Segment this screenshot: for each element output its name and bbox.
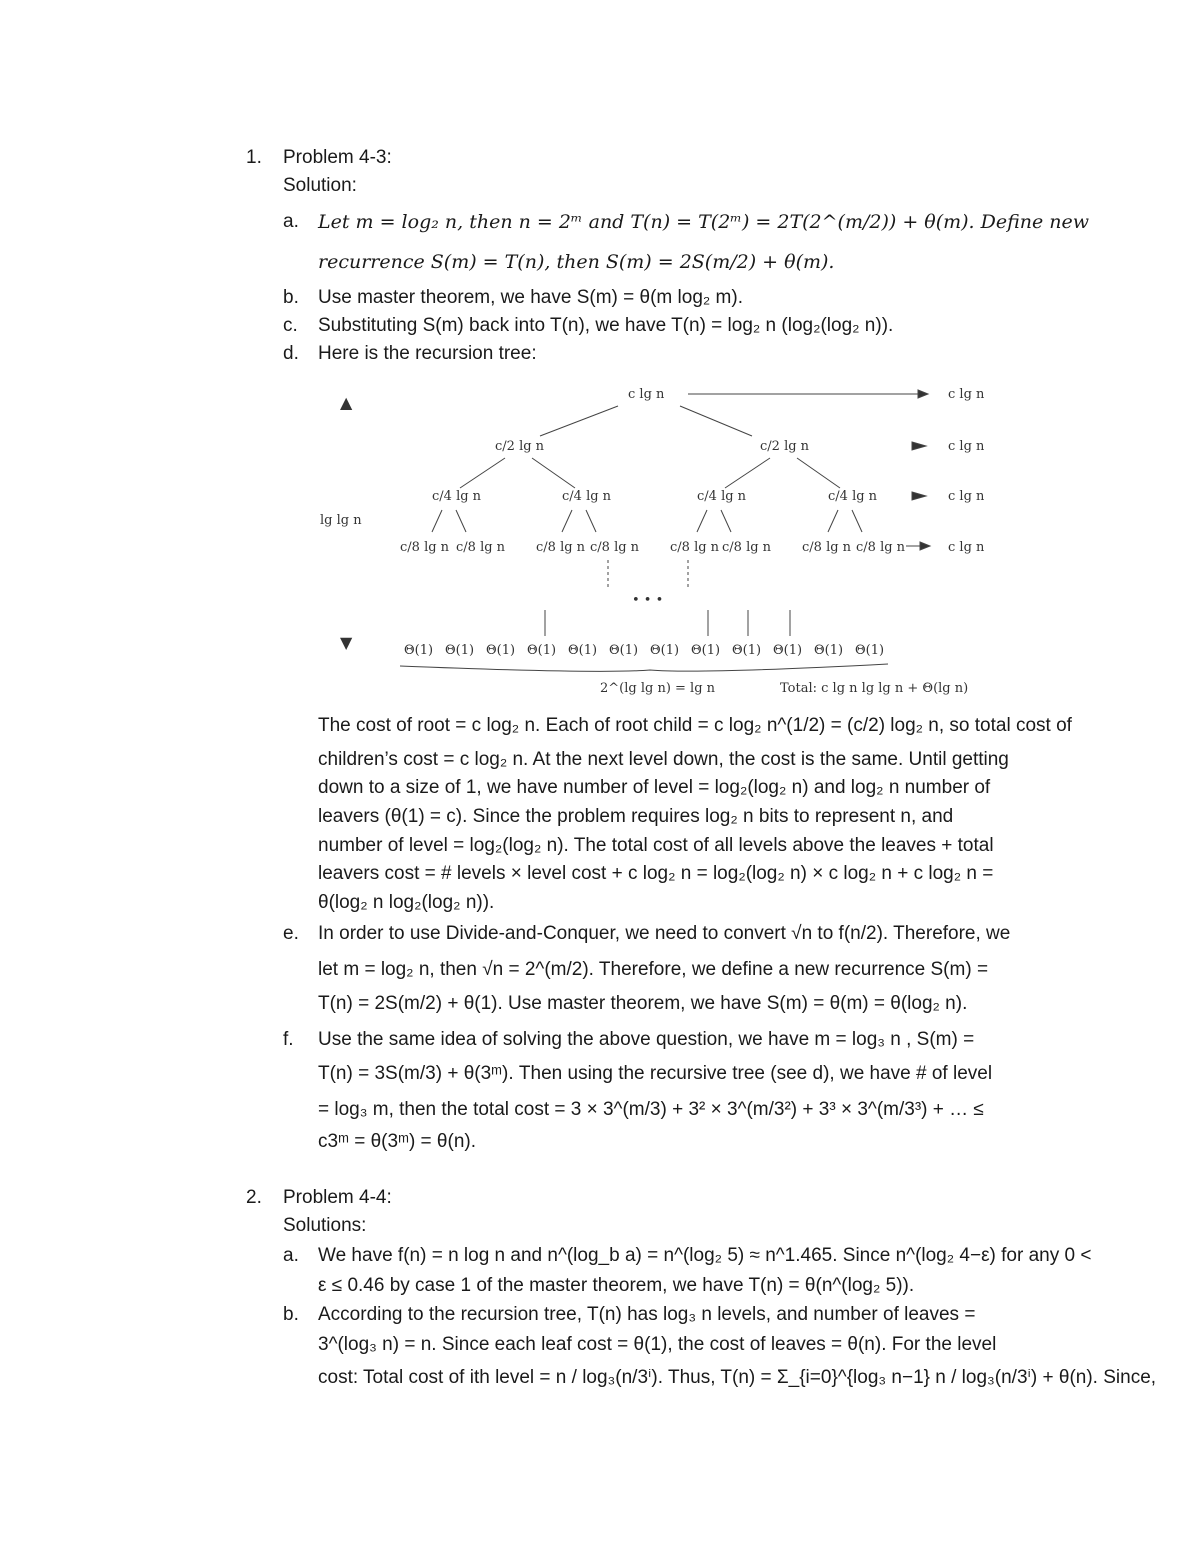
tree-leaf: Θ(1) bbox=[486, 643, 516, 658]
item-line: leavers cost = # levels × level cost + c log₂ n = log₂(log₂ n) × c log₂ n + c log₂ n = bbox=[318, 863, 994, 884]
item-line: recurrence S(m) = T(n), then S(m) = 2S(m/2) + θ(m). bbox=[318, 251, 835, 273]
item-line: We have f(n) = n log n and n^(log_b a) = n^(log₂ 5) ≈ n^1.465. Since n^(log₂ 4−ε) for any 0 < bbox=[318, 1245, 1092, 1266]
tree-leaf: Θ(1) bbox=[650, 643, 680, 658]
tree-node-l3: c/8 lg n bbox=[802, 540, 852, 555]
problem-title: Problem 4-3: bbox=[283, 147, 392, 168]
tree-edge bbox=[456, 510, 466, 532]
item-line: T(n) = 2S(m/2) + θ(1). Use master theorem, we have S(m) = θ(m) = θ(log₂ n). bbox=[318, 993, 968, 1014]
height-arrow-down: ▼ bbox=[340, 633, 353, 652]
item-line: In order to use Divide-and-Conquer, we need to convert √n to f(n/2). Therefore, we bbox=[318, 923, 1011, 944]
tree-leaf: Θ(1) bbox=[404, 643, 434, 658]
tree-leaf: Θ(1) bbox=[773, 643, 803, 658]
item-line: = log₃ m, then the total cost = 3 × 3^(m/3) + 3² × 3^(m/3²) + 3³ × 3^(m/3³) + … ≤ bbox=[318, 1099, 984, 1120]
item-line: cost: Total cost of ith level = n / log₃(n/3ⁱ). Thus, T(n) = Σ_{i=0}^{log₃ n−1} n / log₃(n/3ⁱ) + θ(n). Since, bbox=[318, 1367, 1157, 1388]
tree-edge bbox=[852, 510, 862, 532]
item-label: d. bbox=[283, 343, 299, 364]
item-line: Use master theorem, we have S(m) = θ(m log₂ m). bbox=[318, 287, 743, 308]
tree-leaf: Θ(1) bbox=[814, 643, 844, 658]
tree-edge bbox=[532, 458, 575, 488]
tree-leaf: Θ(1) bbox=[732, 643, 762, 658]
tree-leaf: Θ(1) bbox=[527, 643, 557, 658]
height-label: lg lg n bbox=[320, 513, 362, 528]
solution-label: Solution: bbox=[283, 175, 357, 196]
item-line: c3ᵐ = θ(3ᵐ) = θ(n). bbox=[318, 1131, 476, 1152]
item-line: T(n) = 3S(m/3) + θ(3ᵐ). Then using the recursive tree (see d), we have # of level bbox=[318, 1063, 993, 1084]
arrowhead bbox=[912, 442, 926, 450]
tree-node-l1: c/2 lg n bbox=[495, 439, 545, 454]
tree-node-l3: c/8 lg n bbox=[590, 540, 640, 555]
item-line: According to the recursion tree, T(n) has log₃ n levels, and number of leaves = bbox=[318, 1304, 976, 1325]
height-arrow-up: ▲ bbox=[340, 393, 353, 412]
tree-node-l3: c/8 lg n bbox=[670, 540, 720, 555]
tree-node-l3: c/8 lg n bbox=[722, 540, 772, 555]
item-line: number of level = log₂(log₂ n). The total cost of all levels above the leaves + total bbox=[318, 835, 994, 856]
tree-edge bbox=[725, 458, 770, 488]
tree-leaf: Θ(1) bbox=[609, 643, 639, 658]
tree-edge bbox=[460, 458, 505, 488]
item-line: ε ≤ 0.46 by case 1 of the master theorem, we have T(n) = θ(n^(log₂ 5)). bbox=[318, 1275, 915, 1296]
tree-leaf: Θ(1) bbox=[445, 643, 475, 658]
item-line: θ(log₂ n log₂(log₂ n)). bbox=[318, 892, 495, 913]
tree-edge bbox=[540, 406, 618, 436]
arrowhead bbox=[918, 390, 928, 398]
tree-node-l3: c/8 lg n bbox=[400, 540, 450, 555]
level-cost: c lg n bbox=[948, 489, 985, 504]
item-line: Substituting S(m) back into T(n), we have T(n) = log₂ n (log₂(log₂ n)). bbox=[318, 315, 894, 336]
tree-leaf: Θ(1) bbox=[568, 643, 598, 658]
tree-edge bbox=[697, 510, 707, 532]
item-label: e. bbox=[283, 923, 299, 944]
tree-edge bbox=[562, 510, 572, 532]
item-line: The cost of root = c log₂ n. Each of root child = c log₂ n^(1/2) = (c/2) log₂ n, so total cost of bbox=[318, 715, 1072, 736]
tree-ellipsis: • • • bbox=[632, 593, 664, 608]
tree-node-l2: c/4 lg n bbox=[562, 489, 612, 504]
tree-node-l2: c/4 lg n bbox=[828, 489, 878, 504]
tree-leaf: Θ(1) bbox=[855, 643, 885, 658]
tree-edge bbox=[680, 406, 752, 436]
level-cost: c lg n bbox=[948, 540, 985, 555]
item-label: b. bbox=[283, 287, 299, 308]
recursion-tree-figure bbox=[300, 378, 1020, 708]
item-line: leavers (θ(1) = c). Since the problem requires log₂ n bits to represent n, and bbox=[318, 806, 954, 827]
tree-edge bbox=[797, 458, 840, 488]
problem-title: Problem 4-4: bbox=[283, 1187, 392, 1208]
item-line: Here is the recursion tree: bbox=[318, 343, 537, 364]
tree-edge bbox=[586, 510, 596, 532]
leaf-brace bbox=[400, 664, 888, 671]
level-cost: c lg n bbox=[948, 439, 985, 454]
item-line: down to a size of 1, we have number of level = log₂(log₂ n) and log₂ n number of bbox=[318, 777, 991, 798]
arrowhead bbox=[912, 492, 926, 500]
arrowhead bbox=[920, 542, 930, 550]
level-cost: c lg n bbox=[948, 387, 985, 402]
item-line: Use the same idea of solving the above question, we have m = log₃ n , S(m) = bbox=[318, 1029, 975, 1050]
item-label: f. bbox=[283, 1029, 294, 1050]
problem-number: 2. bbox=[246, 1187, 262, 1208]
leaf-count: 2^(lg lg n) = lg n bbox=[600, 681, 716, 696]
tree-node-l3: c/8 lg n bbox=[456, 540, 506, 555]
item-label: b. bbox=[283, 1304, 299, 1325]
item-line: let m = log₂ n, then √n = 2^(m/2). Therefore, we define a new recurrence S(m) = bbox=[318, 959, 989, 980]
tree-root: c lg n bbox=[628, 387, 665, 402]
tree-leaf: Θ(1) bbox=[691, 643, 721, 658]
tree-node-l3: c/8 lg n bbox=[536, 540, 586, 555]
tree-node-l2: c/4 lg n bbox=[432, 489, 482, 504]
tree-node-l1: c/2 lg n bbox=[760, 439, 810, 454]
item-line: 3^(log₃ n) = n. Since each leaf cost = θ(1), the cost of leaves = θ(n). For the level bbox=[318, 1334, 997, 1355]
solution-label: Solutions: bbox=[283, 1215, 367, 1236]
item-label: a. bbox=[283, 1245, 299, 1266]
tree-edge bbox=[828, 510, 838, 532]
tree-edge bbox=[721, 510, 731, 532]
tree-node-l2: c/4 lg n bbox=[697, 489, 747, 504]
problem-number: 1. bbox=[246, 147, 262, 168]
item-label: c. bbox=[283, 315, 298, 336]
item-label: a. bbox=[283, 211, 299, 232]
tree-edge bbox=[432, 510, 442, 532]
tree-node-l3: c/8 lg n bbox=[856, 540, 906, 555]
tree-total: Total: c lg n lg lg n + Θ(lg n) bbox=[780, 681, 969, 696]
item-line: Let m = log₂ n, then n = 2ᵐ and T(n) = T(2ᵐ) = 2T(2^(m/2)) + θ(m). Define new bbox=[318, 211, 1090, 233]
item-line: children’s cost = c log₂ n. At the next level down, the cost is the same. Until getting bbox=[318, 749, 1009, 770]
